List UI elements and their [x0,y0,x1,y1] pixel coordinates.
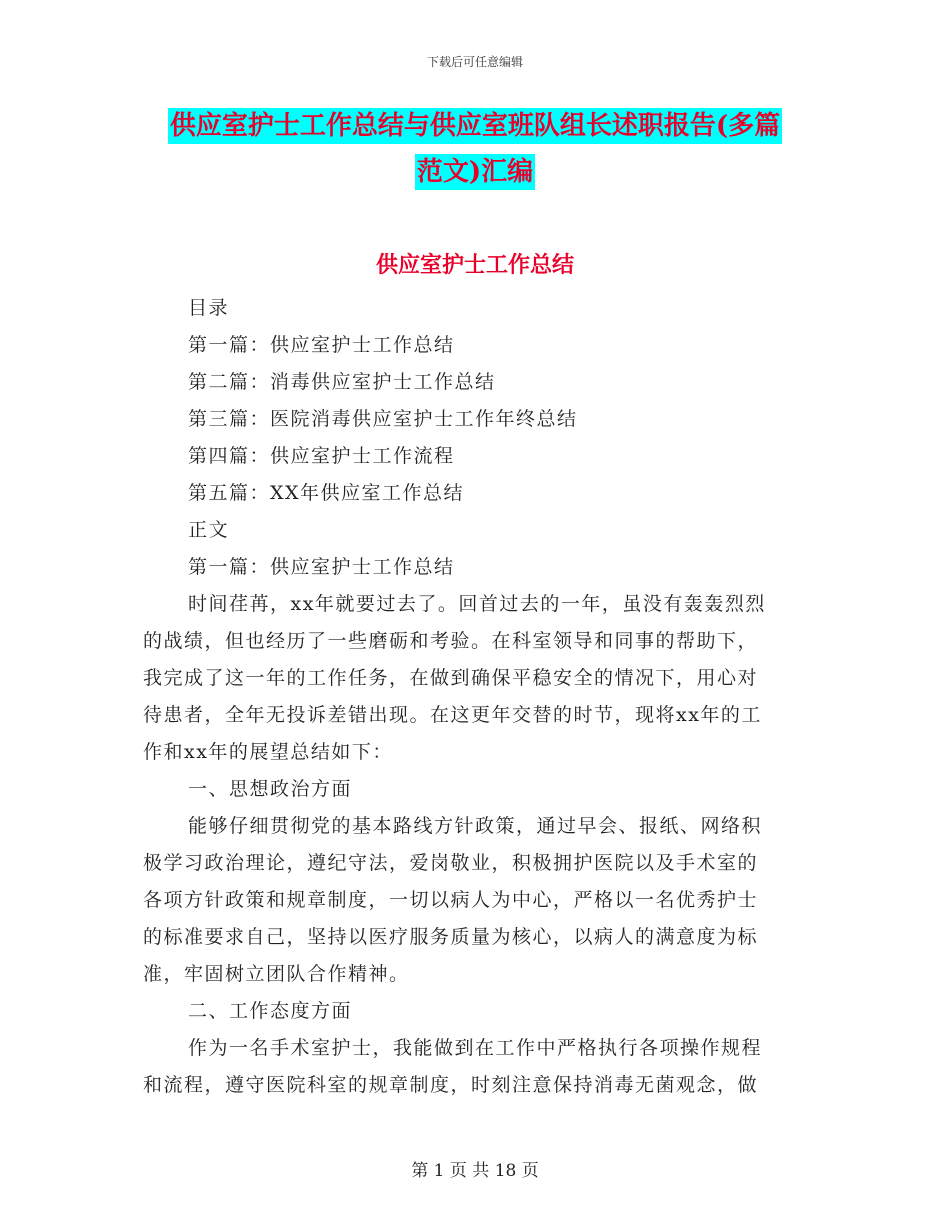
paragraph-line: 待患者，全年无投诉差错出现。在这更年交替的时节，现将xx年的工 [143,704,762,726]
body-label: 正文 [188,519,230,541]
header-note: 下载后可任意编辑 [426,55,523,69]
document-title [140,108,810,190]
toc-label: 目录 [188,297,230,319]
paragraph-line: 时间荏苒，xx年就要过去了。回首过去的一年，虽没有轰轰烈烈 [188,593,766,615]
section-heading: 供应室护士工作总结 [375,252,574,278]
toc-item: 第三篇：医院消毒供应室护士工作年终总结 [188,408,578,430]
paragraph-line: 能够仔细贯彻党的基本路线方针政策，通过早会、报纸、网络积 [188,815,763,837]
toc-item: 第二篇：消毒供应室护士工作总结 [188,371,496,393]
paragraph-1 [143,586,803,771]
paragraph-line: 极学习政治理论，遵纪守法，爱岗敬业，积极拥护医院以及手术室的 [143,852,759,874]
paragraph-line: 准，牢固树立团队合作精神。 [143,963,410,985]
paragraph-2 [143,808,803,993]
toc-item: 第一篇：供应室护士工作总结 [188,334,455,356]
paragraph-line: 作为一名手术室护士，我能做到在工作中严格执行各项操作规程 [188,1037,763,1059]
title-line-1: 供应室护士工作总结与供应室班队组长述职报告(多篇 [168,108,782,144]
paragraph-line: 作和xx年的展望总结如下： [143,741,393,763]
paragraph-3 [143,1030,803,1104]
toc-item: 第四篇：供应室护士工作流程 [188,445,455,467]
page-footer: 第 1 页 共 18 页 [411,1161,539,1181]
paragraph-line: 各项方针政策和规章制度，一切以病人为中心，严格以一名优秀护士 [143,889,759,911]
paragraph-line: 和流程，遵守医院科室的规章制度，时刻注意保持消毒无菌观念，做 [143,1074,759,1096]
document-body [143,290,803,1104]
subheading-politics: 一、思想政治方面 [188,778,353,800]
toc-item: 第五篇：XX年供应室工作总结 [188,482,465,504]
chapter-title: 第一篇：供应室护士工作总结 [188,556,455,578]
paragraph-line: 的战绩，但也经历了一些磨砺和考验。在科室领导和同事的帮助下， [143,630,759,652]
paragraph-line: 我完成了这一年的工作任务，在做到确保平稳安全的情况下，用心对 [143,667,759,689]
subheading-attitude: 二、工作态度方面 [188,1000,353,1022]
title-line-2: 范文)汇编 [415,154,535,190]
paragraph-line: 的标准要求自己，坚持以医疗服务质量为核心，以病人的满意度为标 [143,926,759,948]
